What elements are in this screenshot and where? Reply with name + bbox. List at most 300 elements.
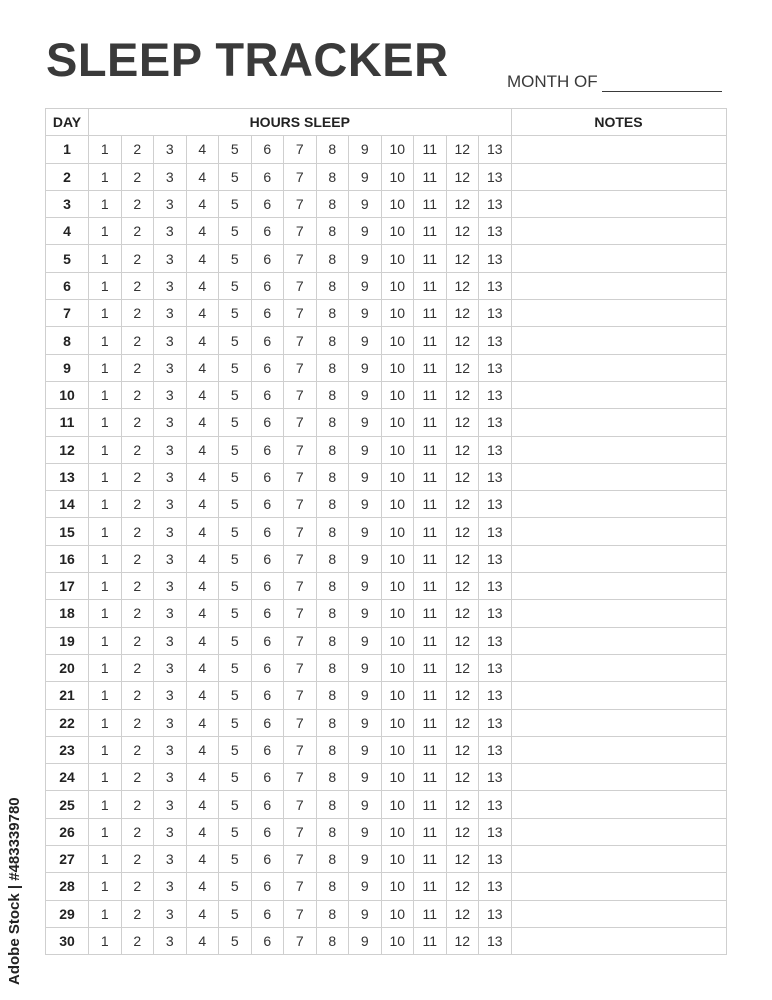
hour-cell[interactable]: 4 [186,354,219,381]
hour-cell[interactable]: 4 [186,463,219,490]
hour-cell[interactable]: 8 [316,218,349,245]
hour-cell[interactable]: 13 [479,682,512,709]
hour-cell[interactable]: 6 [251,900,284,927]
hour-cell[interactable]: 8 [316,327,349,354]
hour-cell[interactable]: 2 [121,600,154,627]
hour-cell[interactable]: 2 [121,545,154,572]
hour-cell[interactable]: 1 [89,463,122,490]
hour-cell[interactable]: 8 [316,846,349,873]
hour-cell[interactable]: 10 [381,327,414,354]
hour-cell[interactable]: 9 [349,136,382,163]
hour-cell[interactable]: 7 [284,818,317,845]
hour-cell[interactable]: 11 [414,654,447,681]
hour-cell[interactable]: 13 [479,491,512,518]
hour-cell[interactable]: 11 [414,791,447,818]
hour-cell[interactable]: 10 [381,846,414,873]
hour-cell[interactable]: 7 [284,381,317,408]
hour-cell[interactable]: 8 [316,300,349,327]
hour-cell[interactable]: 3 [154,764,187,791]
hour-cell[interactable]: 9 [349,764,382,791]
hour-cell[interactable]: 1 [89,764,122,791]
hour-cell[interactable]: 11 [414,873,447,900]
hour-cell[interactable]: 12 [446,327,479,354]
hour-cell[interactable]: 1 [89,409,122,436]
hour-cell[interactable]: 6 [251,873,284,900]
hour-cell[interactable]: 7 [284,354,317,381]
hour-cell[interactable]: 11 [414,627,447,654]
hour-cell[interactable]: 6 [251,272,284,299]
hour-cell[interactable]: 2 [121,491,154,518]
notes-cell[interactable] [511,163,726,190]
hour-cell[interactable]: 3 [154,463,187,490]
hour-cell[interactable]: 11 [414,927,447,954]
hour-cell[interactable]: 3 [154,927,187,954]
hour-cell[interactable]: 10 [381,818,414,845]
hour-cell[interactable]: 11 [414,846,447,873]
hour-cell[interactable]: 9 [349,873,382,900]
hour-cell[interactable]: 6 [251,682,284,709]
hour-cell[interactable]: 1 [89,436,122,463]
hour-cell[interactable]: 2 [121,354,154,381]
hour-cell[interactable]: 12 [446,381,479,408]
hour-cell[interactable]: 5 [219,300,252,327]
hour-cell[interactable]: 5 [219,245,252,272]
notes-cell[interactable] [511,545,726,572]
hour-cell[interactable]: 13 [479,791,512,818]
hour-cell[interactable]: 3 [154,300,187,327]
hour-cell[interactable]: 11 [414,463,447,490]
hour-cell[interactable]: 9 [349,573,382,600]
hour-cell[interactable]: 6 [251,245,284,272]
hour-cell[interactable]: 11 [414,354,447,381]
hour-cell[interactable]: 3 [154,573,187,600]
hour-cell[interactable]: 7 [284,791,317,818]
hour-cell[interactable]: 3 [154,682,187,709]
hour-cell[interactable]: 9 [349,163,382,190]
hour-cell[interactable]: 3 [154,846,187,873]
hour-cell[interactable]: 4 [186,327,219,354]
hour-cell[interactable]: 10 [381,927,414,954]
notes-cell[interactable] [511,764,726,791]
hour-cell[interactable]: 6 [251,627,284,654]
hour-cell[interactable]: 7 [284,245,317,272]
hour-cell[interactable]: 2 [121,518,154,545]
hour-cell[interactable]: 9 [349,491,382,518]
notes-cell[interactable] [511,491,726,518]
hour-cell[interactable]: 9 [349,272,382,299]
hour-cell[interactable]: 1 [89,846,122,873]
hour-cell[interactable]: 10 [381,136,414,163]
hour-cell[interactable]: 8 [316,682,349,709]
hour-cell[interactable]: 7 [284,272,317,299]
hour-cell[interactable]: 1 [89,381,122,408]
hour-cell[interactable]: 7 [284,300,317,327]
hour-cell[interactable]: 1 [89,518,122,545]
hour-cell[interactable]: 4 [186,900,219,927]
hour-cell[interactable]: 11 [414,518,447,545]
hour-cell[interactable]: 3 [154,163,187,190]
hour-cell[interactable]: 10 [381,764,414,791]
hour-cell[interactable]: 5 [219,218,252,245]
hour-cell[interactable]: 2 [121,846,154,873]
hour-cell[interactable]: 13 [479,463,512,490]
notes-cell[interactable] [511,709,726,736]
hour-cell[interactable]: 7 [284,545,317,572]
hour-cell[interactable]: 8 [316,600,349,627]
hour-cell[interactable]: 11 [414,245,447,272]
hour-cell[interactable]: 13 [479,436,512,463]
hour-cell[interactable]: 1 [89,600,122,627]
hour-cell[interactable]: 2 [121,300,154,327]
hour-cell[interactable]: 12 [446,491,479,518]
hour-cell[interactable]: 3 [154,545,187,572]
hour-cell[interactable]: 7 [284,518,317,545]
hour-cell[interactable]: 12 [446,436,479,463]
hour-cell[interactable]: 4 [186,600,219,627]
hour-cell[interactable]: 2 [121,218,154,245]
hour-cell[interactable]: 5 [219,163,252,190]
hour-cell[interactable]: 2 [121,927,154,954]
hour-cell[interactable]: 11 [414,545,447,572]
hour-cell[interactable]: 7 [284,218,317,245]
hour-cell[interactable]: 9 [349,654,382,681]
hour-cell[interactable]: 2 [121,736,154,763]
hour-cell[interactable]: 3 [154,218,187,245]
hour-cell[interactable]: 1 [89,245,122,272]
hour-cell[interactable]: 6 [251,463,284,490]
hour-cell[interactable]: 4 [186,873,219,900]
hour-cell[interactable]: 10 [381,409,414,436]
hour-cell[interactable]: 2 [121,709,154,736]
month-of-field[interactable] [507,72,722,92]
hour-cell[interactable]: 9 [349,300,382,327]
hour-cell[interactable]: 8 [316,900,349,927]
hour-cell[interactable]: 1 [89,627,122,654]
hour-cell[interactable]: 2 [121,573,154,600]
hour-cell[interactable]: 1 [89,682,122,709]
hour-cell[interactable]: 6 [251,354,284,381]
hour-cell[interactable]: 10 [381,736,414,763]
hour-cell[interactable]: 12 [446,900,479,927]
hour-cell[interactable]: 13 [479,654,512,681]
hour-cell[interactable]: 9 [349,409,382,436]
hour-cell[interactable]: 11 [414,764,447,791]
hour-cell[interactable]: 13 [479,573,512,600]
hour-cell[interactable]: 6 [251,190,284,217]
hour-cell[interactable]: 3 [154,709,187,736]
notes-cell[interactable] [511,600,726,627]
hour-cell[interactable]: 12 [446,463,479,490]
hour-cell[interactable]: 7 [284,682,317,709]
hour-cell[interactable]: 6 [251,818,284,845]
hour-cell[interactable]: 5 [219,791,252,818]
hour-cell[interactable]: 10 [381,163,414,190]
hour-cell[interactable]: 6 [251,846,284,873]
hour-cell[interactable]: 7 [284,409,317,436]
hour-cell[interactable]: 12 [446,873,479,900]
hour-cell[interactable]: 8 [316,272,349,299]
hour-cell[interactable]: 12 [446,300,479,327]
hour-cell[interactable]: 10 [381,272,414,299]
hour-cell[interactable]: 1 [89,873,122,900]
hour-cell[interactable]: 6 [251,136,284,163]
hour-cell[interactable]: 2 [121,873,154,900]
hour-cell[interactable]: 4 [186,545,219,572]
hour-cell[interactable]: 7 [284,709,317,736]
hour-cell[interactable]: 6 [251,300,284,327]
hour-cell[interactable]: 13 [479,764,512,791]
hour-cell[interactable]: 12 [446,518,479,545]
hour-cell[interactable]: 10 [381,354,414,381]
hour-cell[interactable]: 11 [414,272,447,299]
hour-cell[interactable]: 11 [414,900,447,927]
hour-cell[interactable]: 7 [284,873,317,900]
hour-cell[interactable]: 10 [381,682,414,709]
hour-cell[interactable]: 2 [121,764,154,791]
hour-cell[interactable]: 2 [121,327,154,354]
hour-cell[interactable]: 5 [219,272,252,299]
hour-cell[interactable]: 5 [219,709,252,736]
notes-cell[interactable] [511,327,726,354]
hour-cell[interactable]: 13 [479,846,512,873]
hour-cell[interactable]: 11 [414,218,447,245]
hour-cell[interactable]: 9 [349,190,382,217]
hour-cell[interactable]: 13 [479,163,512,190]
hour-cell[interactable]: 8 [316,654,349,681]
hour-cell[interactable]: 12 [446,190,479,217]
hour-cell[interactable]: 8 [316,491,349,518]
hour-cell[interactable]: 11 [414,300,447,327]
month-blank-line[interactable] [602,75,722,92]
hour-cell[interactable]: 6 [251,573,284,600]
hour-cell[interactable]: 5 [219,573,252,600]
hour-cell[interactable]: 6 [251,545,284,572]
hour-cell[interactable]: 7 [284,327,317,354]
hour-cell[interactable]: 12 [446,846,479,873]
notes-cell[interactable] [511,300,726,327]
hour-cell[interactable]: 10 [381,190,414,217]
hour-cell[interactable]: 1 [89,327,122,354]
hour-cell[interactable]: 13 [479,900,512,927]
hour-cell[interactable]: 8 [316,791,349,818]
hour-cell[interactable]: 10 [381,518,414,545]
hour-cell[interactable]: 6 [251,218,284,245]
hour-cell[interactable]: 8 [316,245,349,272]
hour-cell[interactable]: 13 [479,272,512,299]
hour-cell[interactable]: 9 [349,436,382,463]
hour-cell[interactable]: 5 [219,736,252,763]
hour-cell[interactable]: 2 [121,682,154,709]
notes-cell[interactable] [511,791,726,818]
hour-cell[interactable]: 12 [446,736,479,763]
notes-cell[interactable] [511,436,726,463]
hour-cell[interactable]: 6 [251,436,284,463]
hour-cell[interactable]: 12 [446,218,479,245]
hour-cell[interactable]: 4 [186,491,219,518]
hour-cell[interactable]: 9 [349,600,382,627]
hour-cell[interactable]: 5 [219,873,252,900]
hour-cell[interactable]: 4 [186,573,219,600]
hour-cell[interactable]: 1 [89,354,122,381]
hour-cell[interactable]: 10 [381,573,414,600]
hour-cell[interactable]: 4 [186,764,219,791]
hour-cell[interactable]: 13 [479,245,512,272]
hour-cell[interactable]: 11 [414,573,447,600]
hour-cell[interactable]: 8 [316,873,349,900]
hour-cell[interactable]: 2 [121,791,154,818]
hour-cell[interactable]: 3 [154,381,187,408]
hour-cell[interactable]: 1 [89,573,122,600]
hour-cell[interactable]: 9 [349,218,382,245]
hour-cell[interactable]: 2 [121,163,154,190]
hour-cell[interactable]: 4 [186,927,219,954]
hour-cell[interactable]: 8 [316,163,349,190]
hour-cell[interactable]: 4 [186,818,219,845]
hour-cell[interactable]: 12 [446,818,479,845]
hour-cell[interactable]: 3 [154,873,187,900]
hour-cell[interactable]: 9 [349,682,382,709]
hour-cell[interactable]: 13 [479,927,512,954]
hour-cell[interactable]: 4 [186,518,219,545]
notes-cell[interactable] [511,272,726,299]
hour-cell[interactable]: 5 [219,409,252,436]
hour-cell[interactable]: 5 [219,518,252,545]
hour-cell[interactable]: 8 [316,463,349,490]
hour-cell[interactable]: 7 [284,491,317,518]
hour-cell[interactable]: 5 [219,682,252,709]
hour-cell[interactable]: 13 [479,600,512,627]
hour-cell[interactable]: 5 [219,190,252,217]
notes-cell[interactable] [511,354,726,381]
hour-cell[interactable]: 5 [219,818,252,845]
hour-cell[interactable]: 8 [316,627,349,654]
hour-cell[interactable]: 5 [219,627,252,654]
hour-cell[interactable]: 11 [414,381,447,408]
hour-cell[interactable]: 2 [121,627,154,654]
hour-cell[interactable]: 4 [186,436,219,463]
hour-cell[interactable]: 9 [349,354,382,381]
hour-cell[interactable]: 7 [284,900,317,927]
notes-cell[interactable] [511,136,726,163]
hour-cell[interactable]: 11 [414,436,447,463]
hour-cell[interactable]: 5 [219,436,252,463]
hour-cell[interactable]: 2 [121,272,154,299]
hour-cell[interactable]: 12 [446,245,479,272]
hour-cell[interactable]: 1 [89,654,122,681]
hour-cell[interactable]: 12 [446,354,479,381]
hour-cell[interactable]: 6 [251,736,284,763]
hour-cell[interactable]: 4 [186,218,219,245]
hour-cell[interactable]: 10 [381,873,414,900]
hour-cell[interactable]: 1 [89,300,122,327]
hour-cell[interactable]: 8 [316,736,349,763]
hour-cell[interactable]: 8 [316,818,349,845]
hour-cell[interactable]: 13 [479,218,512,245]
hour-cell[interactable]: 5 [219,600,252,627]
hour-cell[interactable]: 2 [121,818,154,845]
notes-cell[interactable] [511,873,726,900]
hour-cell[interactable]: 1 [89,545,122,572]
hour-cell[interactable]: 10 [381,545,414,572]
notes-cell[interactable] [511,654,726,681]
hour-cell[interactable]: 7 [284,654,317,681]
hour-cell[interactable]: 9 [349,327,382,354]
hour-cell[interactable]: 7 [284,736,317,763]
hour-cell[interactable]: 8 [316,573,349,600]
hour-cell[interactable]: 3 [154,327,187,354]
hour-cell[interactable]: 10 [381,436,414,463]
hour-cell[interactable]: 5 [219,654,252,681]
hour-cell[interactable]: 11 [414,709,447,736]
hour-cell[interactable]: 1 [89,818,122,845]
hour-cell[interactable]: 11 [414,736,447,763]
hour-cell[interactable]: 12 [446,600,479,627]
hour-cell[interactable]: 3 [154,900,187,927]
hour-cell[interactable]: 12 [446,682,479,709]
hour-cell[interactable]: 8 [316,354,349,381]
hour-cell[interactable]: 12 [446,927,479,954]
hour-cell[interactable]: 8 [316,136,349,163]
hour-cell[interactable]: 9 [349,245,382,272]
hour-cell[interactable]: 13 [479,627,512,654]
hour-cell[interactable]: 10 [381,627,414,654]
hour-cell[interactable]: 2 [121,381,154,408]
hour-cell[interactable]: 13 [479,709,512,736]
hour-cell[interactable]: 9 [349,463,382,490]
hour-cell[interactable]: 13 [479,300,512,327]
hour-cell[interactable]: 6 [251,491,284,518]
hour-cell[interactable]: 10 [381,491,414,518]
hour-cell[interactable]: 12 [446,627,479,654]
hour-cell[interactable]: 11 [414,409,447,436]
hour-cell[interactable]: 11 [414,163,447,190]
hour-cell[interactable]: 7 [284,436,317,463]
notes-cell[interactable] [511,381,726,408]
hour-cell[interactable]: 3 [154,818,187,845]
hour-cell[interactable]: 7 [284,764,317,791]
hour-cell[interactable]: 2 [121,245,154,272]
hour-cell[interactable]: 13 [479,136,512,163]
notes-cell[interactable] [511,627,726,654]
hour-cell[interactable]: 3 [154,791,187,818]
hour-cell[interactable]: 3 [154,518,187,545]
hour-cell[interactable]: 10 [381,463,414,490]
hour-cell[interactable]: 5 [219,545,252,572]
hour-cell[interactable]: 3 [154,354,187,381]
hour-cell[interactable]: 5 [219,900,252,927]
hour-cell[interactable]: 1 [89,927,122,954]
hour-cell[interactable]: 6 [251,709,284,736]
hour-cell[interactable]: 7 [284,627,317,654]
hour-cell[interactable]: 1 [89,190,122,217]
hour-cell[interactable]: 12 [446,709,479,736]
notes-cell[interactable] [511,463,726,490]
hour-cell[interactable]: 3 [154,654,187,681]
hour-cell[interactable]: 6 [251,764,284,791]
notes-cell[interactable] [511,218,726,245]
notes-cell[interactable] [511,846,726,873]
hour-cell[interactable]: 12 [446,163,479,190]
hour-cell[interactable]: 1 [89,736,122,763]
hour-cell[interactable]: 1 [89,709,122,736]
hour-cell[interactable]: 6 [251,927,284,954]
hour-cell[interactable]: 13 [479,518,512,545]
hour-cell[interactable]: 12 [446,409,479,436]
hour-cell[interactable]: 13 [479,327,512,354]
hour-cell[interactable]: 11 [414,491,447,518]
hour-cell[interactable]: 2 [121,654,154,681]
hour-cell[interactable]: 9 [349,518,382,545]
